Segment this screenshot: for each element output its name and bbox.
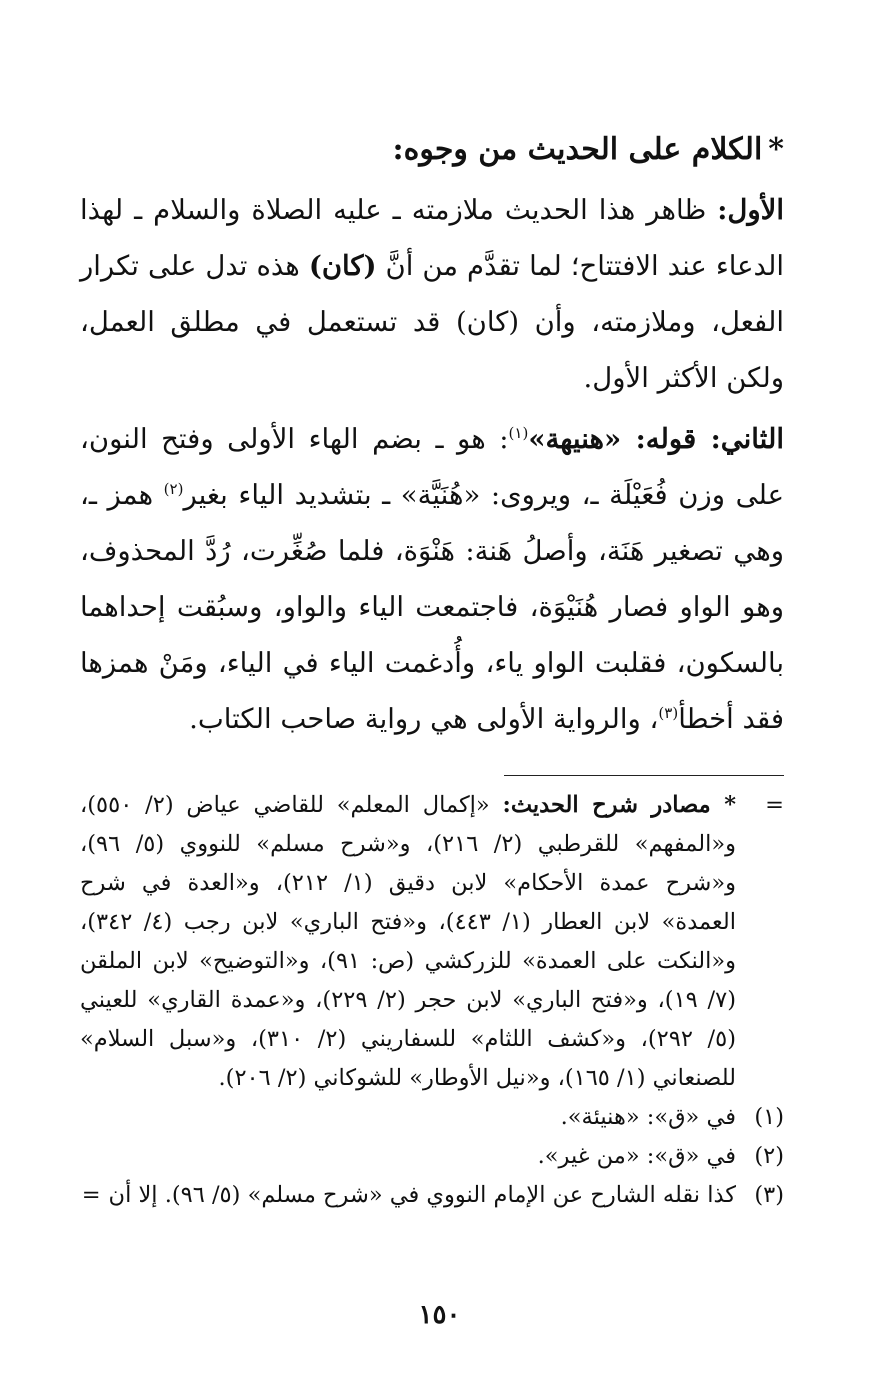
footnote-2 [80,1137,784,1176]
footnote-divider [504,775,784,776]
footnote-1-number: (١) [754,1104,784,1130]
footnote-sources-text: «إكمال المعلم» للقاضي عياض (٢/ ٥٥٠)، و«المفهم» للقرطبي (٢/ ٢١٦)، و«شرح مسلم» للنووي (٥/ ٩٦)، و«شرح عمدة الأحكام» لابن دقيق (١/ ٢١٢)، و«العدة في شرح العمدة» لابن العطار (١/ ٤٤٣)، و«فتح الباري» لابن رجب (٤/ ٣٤٢)، و«النكت على العمدة» للزركشي (ص: ٩١)، و«التوضيح» لابن الملقن (٧/ ١٩)، و«فتح الباري» لابن حجر (٢/ ٢٢٩)، و«عمدة القاري» للعيني (٥/ ٢٩٢)، و«كشف اللثام» للسفاريني (٢/ ٣١٠)، و«سبل السلام» للصنعاني (١/ ١٦٥)، و«نيل الأوطار» للشوكاني (٢/ ٢٠٦). [80,792,737,1091]
asterisk-icon: * [768,132,784,167]
paragraph-second-text-b: همز ـ، وهي تصغير هَنَة، وأصلُ هَنة: هَنْوَة، فلما صُغِّرت، رُدَّ المحذوف، وهو الواو فصار هُنَيْوَة، فاجتمعت الياء والواو، وسبُقت إحداهما بالسكون، فقلبت الواو ياء، وأُدغمت الياء في الياء، ومَنْ همزها فقد أخطأ [80,479,784,735]
heading-text: الكلام على الحديث من وجوه: [392,132,763,167]
footnote-2-number: (٢) [754,1143,784,1169]
paragraph-second-label: الثاني: قوله: «هنيهة» [528,423,784,455]
footnote-sources-label: * مصادر شرح الحديث: [502,792,737,818]
paragraph-first-label: الأول: [717,194,784,226]
paragraph-first [80,182,784,406]
paragraph-second [80,411,784,747]
footnote-ref-3[interactable]: (٣) [658,703,679,722]
footnote-3-text: كذا نقله الشارح عن الإمام النووي في «شرح مسلم» (٥/ ٩٦). إلا أن [108,1182,736,1208]
footnote-2-text: في «ق»: «من غير». [537,1143,736,1169]
footnote-1 [80,1098,784,1137]
paragraph-second-text-c: ، والرواية الأولى هي رواية صاحب الكتاب. [189,703,659,735]
continuation-mark: = [765,792,784,818]
footnote-3 [80,1176,784,1215]
paragraph-first-text-b: هذه تدل على تكرار الفعل، وملازمته، وأن (كان) قد تستعمل في مطلق العمل، ولكن الأكثر الأول. [80,250,784,394]
footnote-ref-1[interactable]: (١) [508,423,529,442]
footnote-sources [80,786,784,1098]
section-heading [80,128,784,172]
paragraph-first-text-a: ظاهر هذا الحديث ملازمته ـ عليه الصلاة والسلام ـ لهذا الدعاء عند الافتتاح؛ لما تقدَّم من أنَّ [80,194,784,282]
footnote-3-number: (٣) [754,1182,784,1208]
kan-bold: (كان) [308,250,377,282]
footnote-3-continuation-mark: = [81,1182,101,1208]
footnote-ref-2[interactable]: (٢) [163,479,184,498]
page-number: ١٥٠ [418,1300,461,1330]
footnote-1-text: في «ق»: «هنيئة». [560,1104,736,1130]
paragraph-second-text-a: : هو ـ بضم الهاء الأولى وفتح النون، على وزن فُعَيْلَة ـ، ويروى: «هُنَيَّة» ـ بتشديد الياء بغير [80,423,784,511]
